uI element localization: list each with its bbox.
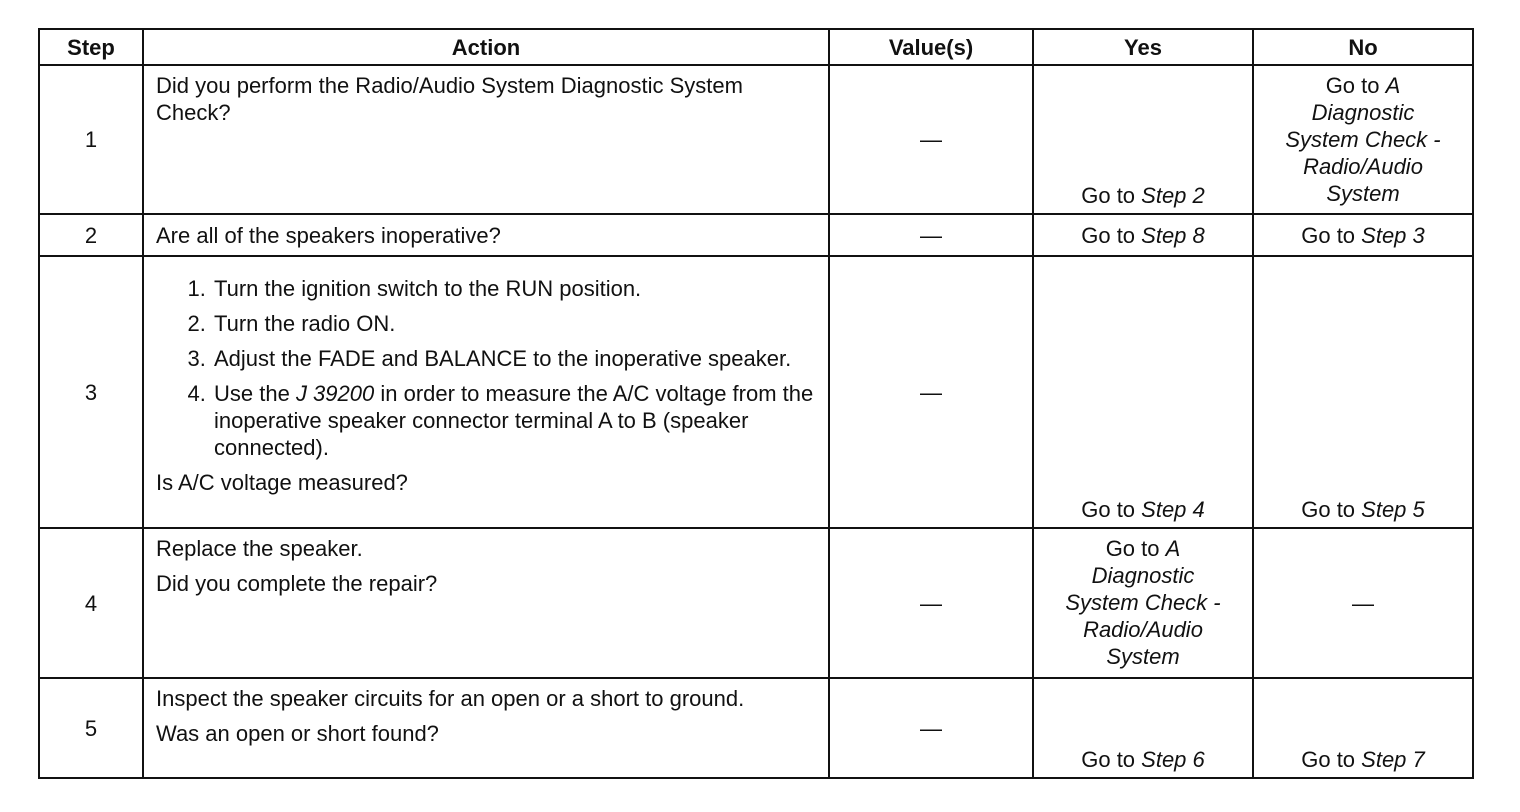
goto-prefix: Go to [1105, 536, 1166, 561]
value-cell: — [829, 678, 1033, 778]
list-item [212, 380, 816, 461]
action-instruction: Replace the speaker. [156, 536, 363, 561]
list-item: 3. Adjust the FADE and BALANCE to the inoperative speaker. [212, 345, 816, 372]
action-text [143, 256, 829, 528]
goto-prefix: Go to [1325, 73, 1386, 98]
yes-cell[interactable] [1033, 678, 1253, 778]
yes-cell[interactable] [1033, 256, 1253, 528]
action-question: Are all of the speakers inoperative? [156, 222, 501, 248]
step-link[interactable]: Step 4 [1141, 497, 1205, 522]
action-question: Did you complete the repair? [156, 571, 438, 596]
value-cell: — [829, 65, 1033, 214]
table-row [39, 214, 1473, 256]
diagnostic-table [38, 28, 1474, 779]
yes-cell[interactable] [1033, 528, 1253, 678]
list-item: 2. Turn the radio ON. [212, 310, 816, 337]
header-yes: Yes [1033, 29, 1253, 65]
action-text [143, 678, 829, 778]
table-row [39, 528, 1473, 678]
goto-prefix: Go to [1081, 183, 1142, 208]
list-item: 1. Turn the ignition switch to the RUN position. [212, 275, 816, 302]
no-cell[interactable] [1253, 214, 1473, 256]
step-number: 3 [39, 256, 143, 528]
goto-prefix: Go to [1081, 497, 1142, 522]
value-cell: — [829, 214, 1033, 256]
action-question: Is A/C voltage measured? [156, 470, 408, 495]
header-row [39, 29, 1473, 65]
action-question: Was an open or short found? [156, 721, 439, 746]
action-question: Did you perform the Radio/Audio System Diagnostic System Check? [156, 73, 743, 125]
no-cell[interactable] [1253, 65, 1473, 214]
step-link[interactable]: Step 6 [1141, 747, 1205, 772]
no-cell[interactable] [1253, 256, 1473, 528]
procedure-list [156, 275, 816, 461]
yes-cell[interactable] [1033, 214, 1253, 256]
step-number: 2 [39, 214, 143, 256]
step-link[interactable]: Step 5 [1361, 497, 1425, 522]
list-item-text: in order to measure the A/C voltage from the inoperative speaker connector terminal A to B (speaker connected). [214, 381, 814, 460]
no-cell[interactable] [1253, 678, 1473, 778]
step-number: 1 [39, 65, 143, 214]
tool-reference: J 39200 [295, 381, 375, 406]
goto-prefix: Go to [1081, 222, 1142, 248]
step-link[interactable]: Step 7 [1361, 747, 1425, 772]
diagnostic-check-link[interactable]: A Diagnostic System Check - Radio/Audio System [1285, 73, 1441, 206]
no-cell: — [1253, 528, 1473, 678]
value-cell: — [829, 528, 1033, 678]
header-values: Value(s) [829, 29, 1033, 65]
yes-cell[interactable] [1033, 65, 1253, 214]
table-row [39, 256, 1473, 528]
action-instruction: Inspect the speaker circuits for an open or a short to ground. [156, 686, 745, 711]
goto-prefix: Go to [1301, 222, 1362, 248]
action-text [143, 214, 829, 256]
list-item-text: Use the [214, 381, 296, 406]
table-row [39, 65, 1473, 214]
header-step: Step [39, 29, 143, 65]
action-text [143, 528, 829, 678]
table-row [39, 678, 1473, 778]
goto-prefix: Go to [1301, 497, 1362, 522]
step-number: 4 [39, 528, 143, 678]
header-action: Action [143, 29, 829, 65]
step-link[interactable]: Step 2 [1141, 183, 1205, 208]
goto-prefix: Go to [1081, 747, 1142, 772]
step-link[interactable]: Step 8 [1141, 222, 1205, 248]
action-text [143, 65, 829, 214]
step-link[interactable]: Step 3 [1361, 222, 1425, 248]
diagnostic-check-link[interactable]: A Diagnostic System Check - Radio/Audio System [1065, 536, 1221, 669]
step-number: 5 [39, 678, 143, 778]
goto-prefix: Go to [1301, 747, 1362, 772]
header-no: No [1253, 29, 1473, 65]
value-cell: — [829, 256, 1033, 528]
